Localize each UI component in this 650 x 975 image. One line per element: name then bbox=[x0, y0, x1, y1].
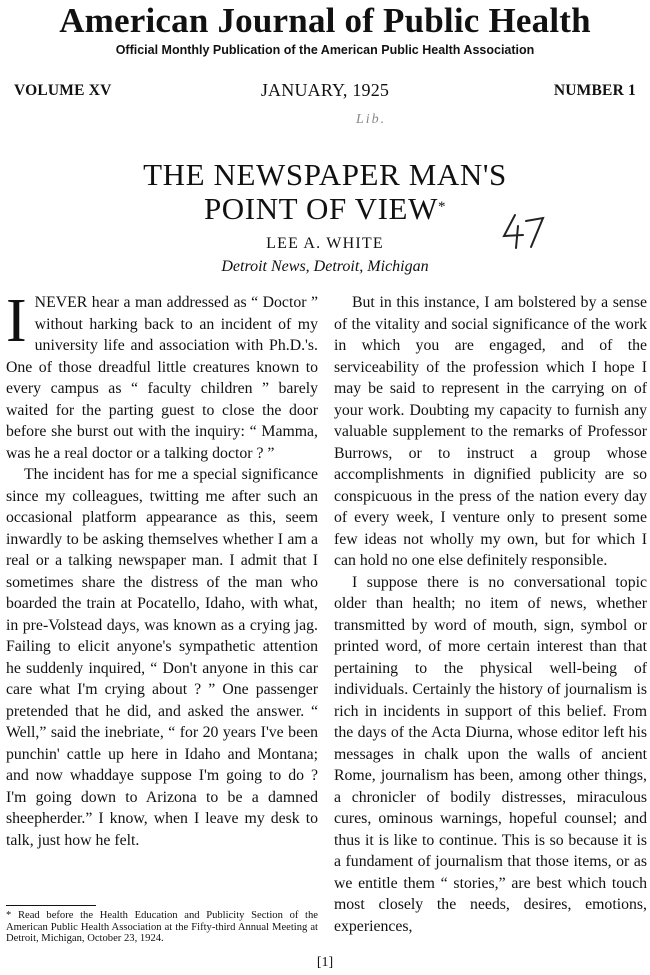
author-affiliation: Detroit News, Detroit, Michigan bbox=[221, 258, 429, 275]
masthead bbox=[0, 2, 650, 57]
paragraph bbox=[6, 287, 318, 464]
issue-date: JANUARY, 1925 bbox=[260, 80, 390, 100]
footnote: * Read before the Health Education and Publicity Section of the American Public Health Association at the Fifty-third Annual Meeting at Detroit, Michigan, October 23, 1924. bbox=[6, 910, 318, 945]
issue-number: NUMBER 1 bbox=[553, 82, 636, 99]
article-title-line1: THE NEWSPAPER MAN'S bbox=[143, 157, 507, 192]
paragraph: I suppose there is no conversational topic older than health; no item of news, whether transmitted by word of mouth, sign, symbol or printed word, of more certain interest than that pertaining to the physical well-being of individuals. Certainly the history of journalism is rich in incidents in support of this belief. From the days of the Acta Diurna, whose editor left his messages in chalk upon the walls of ancient Rome, journalism has been, among other things, a chronicler of bodily distresses, miraculous cures, ominous warnings, hopeful counsel; and thus it is like to continue. This is so because it is a fundament of journalism that those items, or as we entitle them “ stories,” are best which touch most closely the needs, desires, emotions, experiences, bbox=[334, 573, 647, 935]
paragraph-text: NEVER hear a man addressed as “ Doctor ” without harking back to an incident of my university life and association with Ph.D.'s. One of those dreadful little creatures known to every campus as “ faculty children ” barely waited for the parting guest to close the door before she burst out with the inquiry: “ Mamma, was he a real doctor or a talking doctor ? ” bbox=[6, 294, 318, 462]
issue-line bbox=[14, 82, 636, 104]
paragraph: The incident has for me a special significance since my colleagues, twitting me after such an occasional platform appearance as this, seem inwardly to be asking themselves whether I am a real or a talking newspaper man. I admit that I sometimes share the distress of the man who boarded the train at Pocatello, Idaho, with what, in pre-Volstead days, was known as a crying jag. Failing to elicit anyone's sympathetic attention he suddenly inquired, “ Don't anyone in this car care what I'm crying about ? ” One passenger pretended that he did, and asked the answer. “ Well,” said the inebriate, “ for 20 years I've been punchin' cattle up here in Idaho and Montana; and now whaddaye suppose I'm going to do ? I'm going down to Arizona to be a damned sheepherder.” I know, when I leave my desk to talk, just how he felt. bbox=[6, 466, 318, 849]
footnote-marker: * bbox=[437, 199, 447, 215]
drop-cap: I bbox=[6, 287, 27, 355]
journal-subtitle: Official Monthly Publication of the American Public Health Association bbox=[115, 43, 535, 57]
column-left bbox=[6, 287, 318, 851]
column-right bbox=[334, 292, 647, 937]
journal-title: American Journal of Public Health bbox=[59, 1, 591, 40]
article-title bbox=[0, 158, 650, 226]
author-name: LEE A. WHITE bbox=[266, 235, 384, 252]
library-stamp: Lib. bbox=[356, 112, 387, 127]
volume-label: VOLUME XV bbox=[14, 82, 112, 99]
page-number: [1] bbox=[316, 955, 334, 970]
article-title-line2: POINT OF VIEW bbox=[203, 191, 438, 226]
footnote-rule bbox=[6, 905, 96, 906]
paragraph: But in this instance, I am bolstered by a sense of the vitality and social significance of the work in which you are engaged, and of the serviceability of the profession which I hope I may be said to represent in the carrying on of your work. Doubting my capacity to furnish any valuable supplement to the remarks of Professor Burrows, or to instruct a group whose accomplishments in dignified publicity are so conspicuous in the press of the nation every day of every week, I venture only to present some few ideas not wholly my own, but for which I can hold no one else definitely responsible. bbox=[334, 294, 647, 569]
